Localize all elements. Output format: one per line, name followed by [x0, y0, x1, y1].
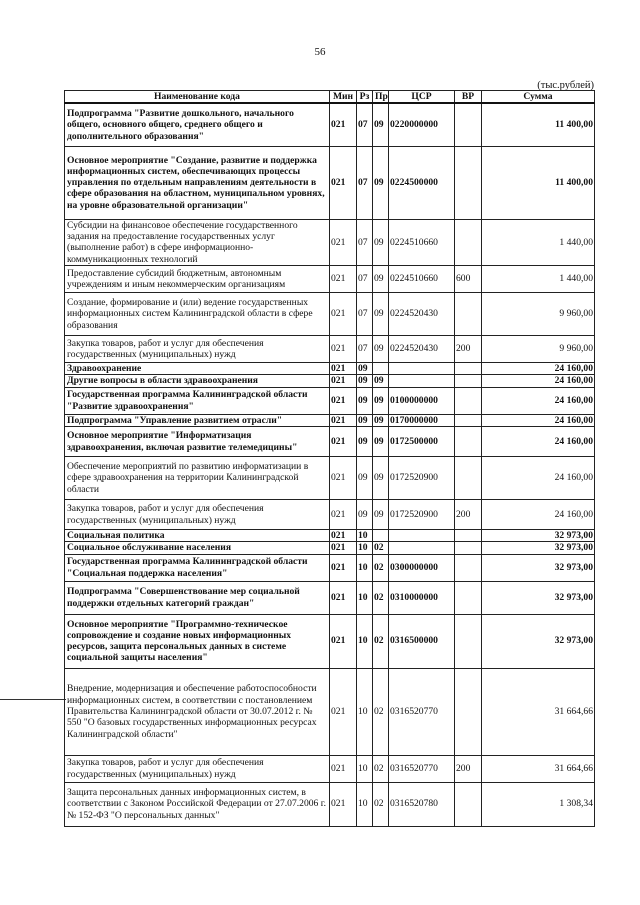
cell-vr — [455, 542, 482, 554]
cell-csr: 0224520430 — [389, 293, 455, 336]
cell-min: 021 — [330, 375, 357, 387]
cell-rz: 10 — [357, 530, 373, 542]
cell-rz: 10 — [357, 542, 373, 554]
cell-pr: 09 — [373, 293, 389, 336]
cell-name: Основное мероприятие "Информатизация здравоохранения, включая развитие телемедицины" — [65, 427, 330, 457]
cell-rz: 10 — [357, 755, 373, 782]
cell-csr: 0224510660 — [389, 219, 455, 265]
cell-pr: 09 — [373, 414, 389, 426]
cell-sum: 32 973,00 — [482, 581, 595, 614]
cell-sum: 9 960,00 — [482, 336, 595, 363]
cell-name: Здравоохранение — [65, 363, 330, 375]
cell-pr: 02 — [373, 581, 389, 614]
cell-min: 021 — [330, 614, 357, 668]
cell-rz: 09 — [357, 414, 373, 426]
cell-min: 021 — [330, 782, 357, 826]
header-pr: Пр — [373, 91, 389, 104]
cell-pr — [373, 530, 389, 542]
cell-vr — [455, 293, 482, 336]
cell-rz: 07 — [357, 103, 373, 146]
cell-vr — [455, 614, 482, 668]
cell-vr — [455, 530, 482, 542]
cell-min: 021 — [330, 530, 357, 542]
cell-name: Государственная программа Калининградской области "Социальная поддержка населения" — [65, 554, 330, 581]
cell-sum: 24 160,00 — [482, 363, 595, 375]
cell-pr: 09 — [373, 219, 389, 265]
cell-sum: 32 973,00 — [482, 614, 595, 668]
cell-rz: 07 — [357, 219, 373, 265]
cell-vr — [455, 668, 482, 755]
cell-csr — [389, 542, 455, 554]
cell-sum: 11 400,00 — [482, 146, 595, 219]
cell-csr: 0224500000 — [389, 146, 455, 219]
cell-sum: 24 160,00 — [482, 375, 595, 387]
cell-rz: 09 — [357, 500, 373, 530]
table-row — [65, 668, 595, 755]
cell-min: 021 — [330, 457, 357, 500]
page-number: 56 — [314, 46, 326, 58]
cell-vr: 200 — [455, 336, 482, 363]
cell-min: 021 — [330, 554, 357, 581]
cell-csr: 0316520770 — [389, 755, 455, 782]
cell-sum: 11 400,00 — [482, 103, 595, 146]
cell-csr: 0316520770 — [389, 668, 455, 755]
table-row — [65, 336, 595, 363]
cell-csr — [389, 363, 455, 375]
cell-sum: 24 160,00 — [482, 457, 595, 500]
cell-rz: 09 — [357, 375, 373, 387]
cell-pr: 02 — [373, 614, 389, 668]
cell-vr — [455, 387, 482, 414]
cell-min: 021 — [330, 500, 357, 530]
cell-rz: 10 — [357, 581, 373, 614]
cell-csr: 0316500000 — [389, 614, 455, 668]
cell-name: Социальная политика — [65, 530, 330, 542]
cell-rz: 10 — [357, 668, 373, 755]
cell-csr: 0172500000 — [389, 427, 455, 457]
table-row — [65, 581, 595, 614]
cell-rz: 10 — [357, 782, 373, 826]
cell-name: Закупка товаров, работ и услуг для обеспечения государственных (муниципальных) нужд — [65, 755, 330, 782]
cell-sum: 24 160,00 — [482, 500, 595, 530]
cell-min: 021 — [330, 146, 357, 219]
cell-pr: 02 — [373, 668, 389, 755]
cell-min: 021 — [330, 363, 357, 375]
cell-sum: 1 440,00 — [482, 266, 595, 293]
table-row — [65, 554, 595, 581]
cell-sum: 32 973,00 — [482, 530, 595, 542]
cell-sum: 24 160,00 — [482, 427, 595, 457]
cell-pr: 09 — [373, 266, 389, 293]
cell-min: 021 — [330, 414, 357, 426]
cell-name: Закупка товаров, работ и услуг для обеспечения государственных (муниципальных) нужд — [65, 336, 330, 363]
cell-vr: 200 — [455, 755, 482, 782]
cell-min: 021 — [330, 755, 357, 782]
table-row — [65, 219, 595, 265]
cell-sum: 31 664,66 — [482, 668, 595, 755]
header-name: Наименование кода — [65, 91, 330, 104]
header-csr: ЦСР — [389, 91, 455, 104]
cell-pr: 09 — [373, 457, 389, 500]
cell-pr: 02 — [373, 782, 389, 826]
cell-name: Основное мероприятие "Программно-техническое сопровождение и создание новых информационных ресурсов, защита персональных данных в системе социальной защиты населения" — [65, 614, 330, 668]
cell-csr: 0220000000 — [389, 103, 455, 146]
cell-rz: 07 — [357, 266, 373, 293]
cell-name: Создание, формирование и (или) ведение государственных информационных систем Калининградской области в сфере образования — [65, 293, 330, 336]
cell-rz: 10 — [357, 614, 373, 668]
cell-pr: 09 — [373, 500, 389, 530]
cell-rz: 09 — [357, 363, 373, 375]
cell-name: Субсидии на финансовое обеспечение государственного задания на предоставление государственных услуг (выполнение работ) в сфере информационно-коммуникационных технологий — [65, 219, 330, 265]
cell-min: 021 — [330, 542, 357, 554]
cell-vr — [455, 146, 482, 219]
cell-rz: 07 — [357, 146, 373, 219]
cell-csr: 0100000000 — [389, 387, 455, 414]
cell-rz: 09 — [357, 387, 373, 414]
cell-vr — [455, 782, 482, 826]
cell-name: Социальное обслуживание населения — [65, 542, 330, 554]
cell-vr: 600 — [455, 266, 482, 293]
cell-rz: 07 — [357, 336, 373, 363]
table-row — [65, 755, 595, 782]
cell-pr: 02 — [373, 554, 389, 581]
table-row — [65, 457, 595, 500]
cell-min: 021 — [330, 387, 357, 414]
cell-vr — [455, 219, 482, 265]
table-row — [65, 266, 595, 293]
cell-name: Обеспечение мероприятий по развитию информатизации в сфере здравоохранения на территории Калининградской области — [65, 457, 330, 500]
cell-rz: 07 — [357, 293, 373, 336]
table-row — [65, 103, 595, 146]
margin-rule — [0, 699, 66, 700]
cell-vr — [455, 554, 482, 581]
cell-pr: 09 — [373, 336, 389, 363]
cell-min: 021 — [330, 103, 357, 146]
cell-pr: 09 — [373, 146, 389, 219]
cell-pr: 09 — [373, 387, 389, 414]
cell-name: Закупка товаров, работ и услуг для обеспечения государственных (муниципальных) нужд — [65, 500, 330, 530]
cell-sum: 32 973,00 — [482, 554, 595, 581]
cell-pr: 02 — [373, 755, 389, 782]
cell-csr: 0224510660 — [389, 266, 455, 293]
table-row — [65, 542, 595, 554]
cell-vr: 200 — [455, 500, 482, 530]
cell-csr: 0170000000 — [389, 414, 455, 426]
table-row — [65, 530, 595, 542]
header-vr: ВР — [455, 91, 482, 104]
cell-vr — [455, 427, 482, 457]
cell-csr: 0300000000 — [389, 554, 455, 581]
table-row — [65, 427, 595, 457]
table-row — [65, 387, 595, 414]
cell-name: Внедрение, модернизация и обеспечение работоспособности информационных систем, в соответствии с постановлением Правительства Калининградской области от 30.07.2012 г. № 550 "О базовых государственных информационных ресурсах Калининградской области" — [65, 668, 330, 755]
cell-csr: 0310000000 — [389, 581, 455, 614]
cell-pr: 09 — [373, 427, 389, 457]
cell-sum: 1 440,00 — [482, 219, 595, 265]
cell-sum: 32 973,00 — [482, 542, 595, 554]
table-row — [65, 293, 595, 336]
cell-name: Основное мероприятие "Создание, развитие и поддержка информационных систем, обеспечивающих процессы управления по отдельным направлениям деятельности в сфере образования на областном, муниципальном уровнях, на уровне образовательной организации" — [65, 146, 330, 219]
header-rz: Рз — [357, 91, 373, 104]
table-row — [65, 363, 595, 375]
cell-min: 021 — [330, 219, 357, 265]
cell-csr — [389, 530, 455, 542]
cell-sum: 9 960,00 — [482, 293, 595, 336]
cell-csr: 0316520780 — [389, 782, 455, 826]
cell-min: 021 — [330, 581, 357, 614]
header-min: Мин — [330, 91, 357, 104]
cell-name: Другие вопросы в области здравоохранения — [65, 375, 330, 387]
cell-rz: 09 — [357, 457, 373, 500]
cell-csr: 0224520430 — [389, 336, 455, 363]
cell-name: Государственная программа Калининградской области "Развитие здравоохранения" — [65, 387, 330, 414]
cell-vr — [455, 363, 482, 375]
cell-min: 021 — [330, 293, 357, 336]
table-row — [65, 414, 595, 426]
cell-sum: 31 664,66 — [482, 755, 595, 782]
cell-vr — [455, 414, 482, 426]
cell-min: 021 — [330, 427, 357, 457]
table-header-row — [65, 91, 595, 104]
cell-min: 021 — [330, 668, 357, 755]
cell-name: Предоставление субсидий бюджетным, автономным учреждениям и иным некоммерческим организациям — [65, 266, 330, 293]
cell-csr: 0172520900 — [389, 457, 455, 500]
cell-pr: 09 — [373, 375, 389, 387]
cell-vr — [455, 457, 482, 500]
cell-sum: 24 160,00 — [482, 414, 595, 426]
header-sum: Сумма — [482, 91, 595, 104]
cell-name: Защита персональных данных информационных систем, в соответствии с Законом Российской Федерации от 27.07.2006 г. № 152-ФЗ "О персональных данных" — [65, 782, 330, 826]
cell-pr: 09 — [373, 103, 389, 146]
cell-pr: 02 — [373, 542, 389, 554]
cell-csr — [389, 375, 455, 387]
units-label: (тыс.рублей) — [537, 80, 594, 91]
table-row — [65, 375, 595, 387]
cell-sum: 24 160,00 — [482, 387, 595, 414]
cell-pr — [373, 363, 389, 375]
table-row — [65, 782, 595, 826]
table-row — [65, 146, 595, 219]
cell-name: Подпрограмма "Совершенствование мер социальной поддержки отдельных категорий граждан" — [65, 581, 330, 614]
cell-vr — [455, 375, 482, 387]
table-row — [65, 614, 595, 668]
table-row — [65, 500, 595, 530]
cell-rz: 09 — [357, 427, 373, 457]
cell-min: 021 — [330, 266, 357, 293]
cell-vr — [455, 103, 482, 146]
table-body — [65, 103, 595, 826]
cell-min: 021 — [330, 336, 357, 363]
budget-table — [64, 90, 595, 827]
cell-sum: 1 308,34 — [482, 782, 595, 826]
cell-csr: 0172520900 — [389, 500, 455, 530]
cell-name: Подпрограмма "Развитие дошкольного, начального общего, основного общего, среднего общего и дополнительного образования" — [65, 103, 330, 146]
cell-rz: 10 — [357, 554, 373, 581]
cell-name: Подпрограмма "Управление развитием отрасли" — [65, 414, 330, 426]
cell-vr — [455, 581, 482, 614]
